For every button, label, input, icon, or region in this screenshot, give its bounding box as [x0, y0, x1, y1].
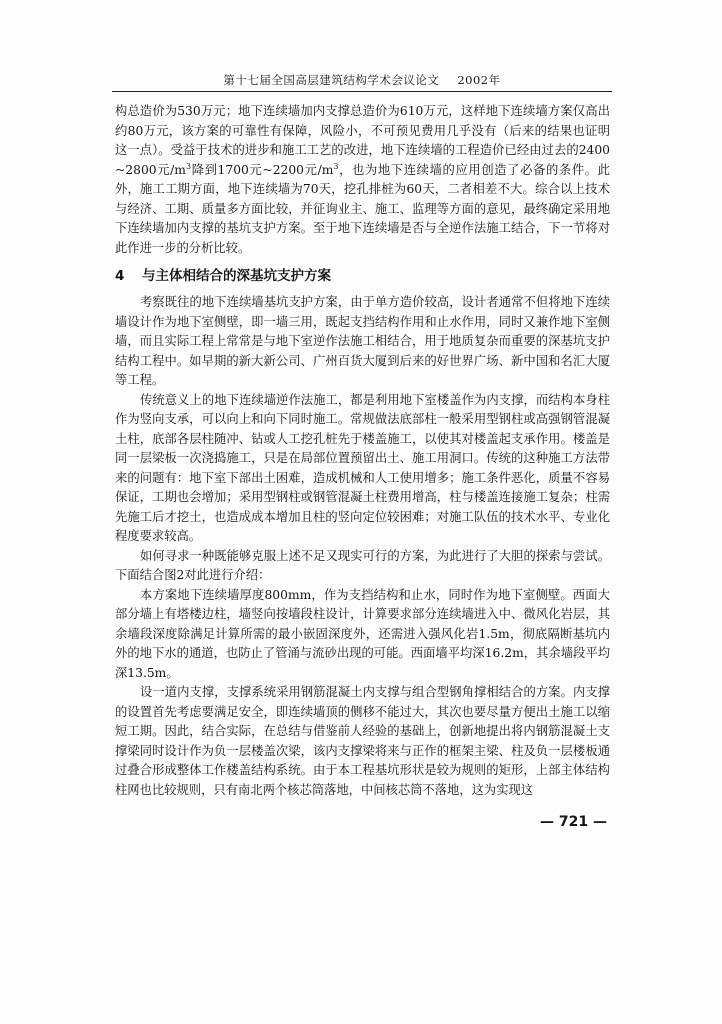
paragraph-wall-design: 本方案地下连续墙厚度800mm，作为支挡结构和止水，同时作为地下室侧壁。西面大部分墙上有塔楼边柱，墙竖向按墙段柱设计，计算要求部分连续墙进入中、微风化岩层，其余墙段深度除满足计算所需的最小嵌固深度外，还需进入强风化岩1.5m，彻底隔断基坑内外的地下水的通道，也防止了管涌与流砂出现的可能。西面墙平均深16.2m，其余墙段平均深13.5m。 — [115, 587, 610, 680]
paragraph-review: 考察既往的地下连续墙基坑支护方案，由于单方造价较高，设计者通常不但将地下连续墙设计作为地下室侧壁，即一墙三用，既起支挡结构作用和止水作用，同时又兼作地下室侧墙，而且实际工程上常常是与地下室逆作法施工相结合，用于地质复杂而重要的深基坑支护结构工程中。如早期的新大新公司、广州百货大厦到后来的好世界广场、新中国和名汇大厦等工程。 — [115, 295, 610, 387]
header-title: 第十七届全国高层建筑结构学术会议论文 — [223, 73, 440, 87]
section-number: 4 — [115, 268, 125, 284]
section-heading — [115, 265, 610, 287]
paragraph-bracing-system: 设一道内支撑，支撑系统采用钢筋混凝土内支撑与组合型钢角撑相结合的方案。内支撑的设置首先考虑要满足安全，即连续墙顶的侧移不能过大，其次也要尽量方便出土施工以缩短工期。因此，结合实际，在总结与借鉴前人经验的基础上，创新地提出将内钢筋混凝土支撑梁同时设计作为负一层楼盖次梁，该内支撑梁将来与正作的框架主梁、柱及负一层楼板通过叠合形成整体工作楼盖结构系统。由于本工程基坑形状是较为规则的矩形，上部主体结构柱网也比较规则，只有南北两个核芯筒落地，中间核芯筒不落地，这为实现这 — [115, 685, 610, 797]
body-text — [115, 102, 610, 800]
paragraph-exploration: 如何寻求一种既能够克服上述不足又现实可行的方案，为此进行了大胆的探索与尝试。下面结合图2对此进行介绍： — [115, 548, 610, 582]
running-header — [112, 72, 612, 88]
page-number: — 721 — — [540, 814, 607, 830]
paragraph-cost-comparison: 构总造价为530万元；地下连续墙加内支撑总造价为610万元，这样地下连续墙方案仅高出约80万元，该方案的可靠性有保障，风险小，不可预见费用几乎没有（后来的结果也证明这一点）。受益于技术的进步和施工工艺的改进，地下连续墙的工程造价已经由过去的2400~2800元$/m^3$降到1700元~2200元$/m^3$，也为地下连续墙的应用创造了必备的条件。此外，施工工期方面，地下连续墙为70天，挖孔排桩为60天，二者相差不大。综合以上技术与经济、工期、质量多方面比较，并征询业主、施工、监理等方面的意见，最终确定采用地下连续墙加内支撑的基坑支护方案。至于地下连续墙是否与全逆作法施工结合，下一节将对此作进一步的分析比较。 — [115, 104, 610, 255]
paragraph-traditional-method: 传统意义上的地下连续墙逆作法施工，都是利用地下室楼盖作为内支撑，而结构本身柱作为竖向支承，可以向上和向下同时施工。常规做法底部柱一般采用型钢柱或高强钢管混凝土柱，底部各层柱随冲、钻或人工挖孔桩先于楼盖施工，以使其对楼盖起支承作用。楼盖是同一层梁板一次浇捣施工，只是在局部位置预留出土、施工用洞口。传统的这种施工方法带来的问题有：地下室下部出土困难，造成机械和人工使用增多；施工条件恶化，质量不容易保证，工期也会增加；采用型钢柱或钢管混凝土柱费用增高，柱与楼盖连接施工复杂；柱需先施工后才挖土，也造成成本增加且柱的竖向定位较困难；对施工队伍的技术水平、专业化程度要求较高。 — [115, 392, 610, 543]
header-year: 2002年 — [457, 73, 501, 87]
section-title-text: 与主体相结合的深基坑支护方案 — [142, 268, 331, 284]
header-rule — [112, 91, 612, 92]
